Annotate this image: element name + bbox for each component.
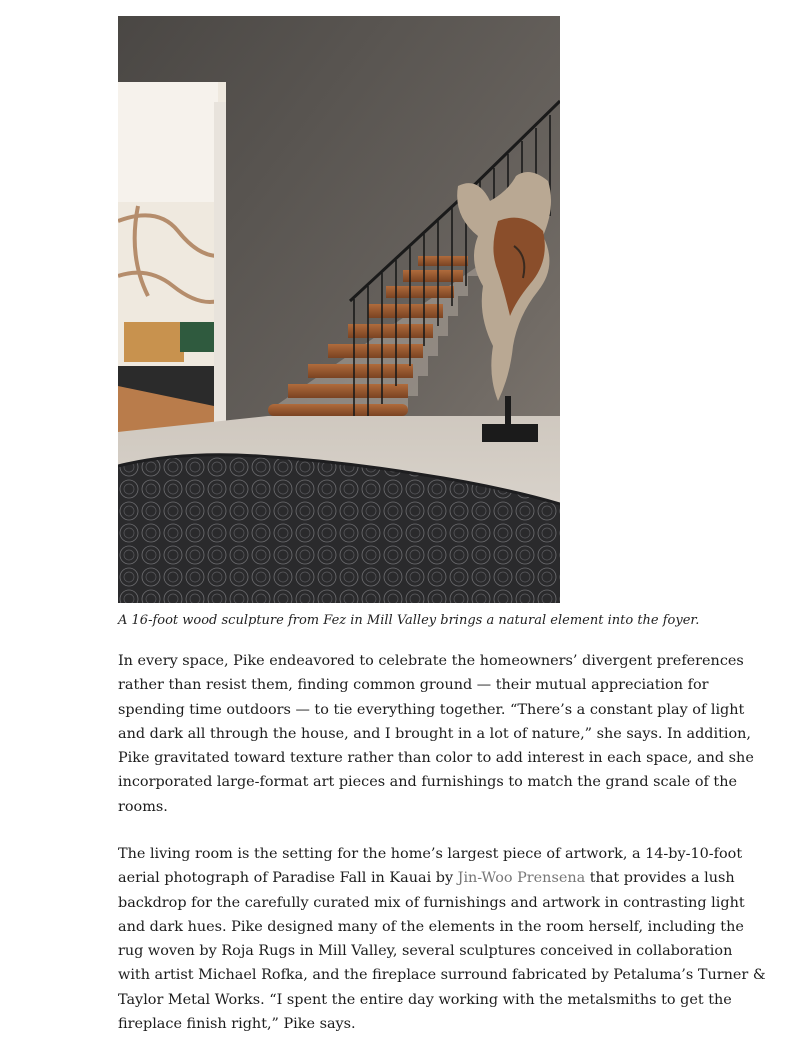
paragraph-1-line: and dark all through the house, and I brought in a lot of nature,” she says. In addition, — [118, 725, 752, 742]
paragraph-2-line: fireplace finish right,” Pike says. — [118, 1016, 356, 1033]
paragraph-2-line: with artist Michael Rofka, and the fireplace surround fabricated by Petaluma’s Turner & — [118, 967, 766, 984]
paragraph-2-text: aerial photograph of Paradise Fall in Kauai by — [118, 870, 458, 887]
paragraph-2-line — [118, 866, 758, 890]
paragraph-1-line: rooms. — [118, 798, 168, 815]
paragraph-2-line: and dark hues. Pike designed many of the elements in the room herself, including the — [118, 918, 744, 935]
paragraph-2-line: rug woven by Roja Rugs in Mill Valley, several sculptures conceived in collaboration — [118, 943, 733, 960]
paragraph-1-line: incorporated large-format art pieces and furnishings to match the grand scale of the — [118, 774, 738, 791]
paragraph-2-line: Taylor Metal Works. “I spent the entire day working with the metalsmiths to get the — [118, 991, 732, 1008]
photographer-link[interactable]: Jin-Woo Prensena — [457, 870, 586, 887]
paragraph-2 — [118, 842, 766, 1036]
paragraph-1 — [118, 649, 758, 819]
paragraph-2-line: The living room is the setting for the home’s largest piece of artwork, a 14-by-10-foot — [118, 846, 743, 862]
photo-caption: A 16-foot wood sculpture from Fez in Mill Valley brings a natural element into the foyer. — [118, 613, 700, 628]
paragraph-1-line: rather than resist them, finding common ground — their mutual appreciation for — [118, 677, 709, 694]
paragraph-2-line: backdrop for the carefully curated mix of furnishings and artwork in contrasting light — [118, 894, 745, 911]
paragraph-1-line: spending time outdoors — to tie everything together. “There’s a constant play of light — [118, 701, 745, 718]
paragraph-1-line: In every space, Pike endeavored to celebrate the homeowners’ divergent preferences — [118, 653, 744, 669]
foyer-photo-illustration — [118, 16, 560, 603]
foyer-photo — [118, 16, 560, 603]
paragraph-1-line: Pike gravitated toward texture rather than color to add interest in each space, and she — [118, 750, 754, 767]
paragraph-2-text: that provides a lush — [585, 870, 735, 887]
